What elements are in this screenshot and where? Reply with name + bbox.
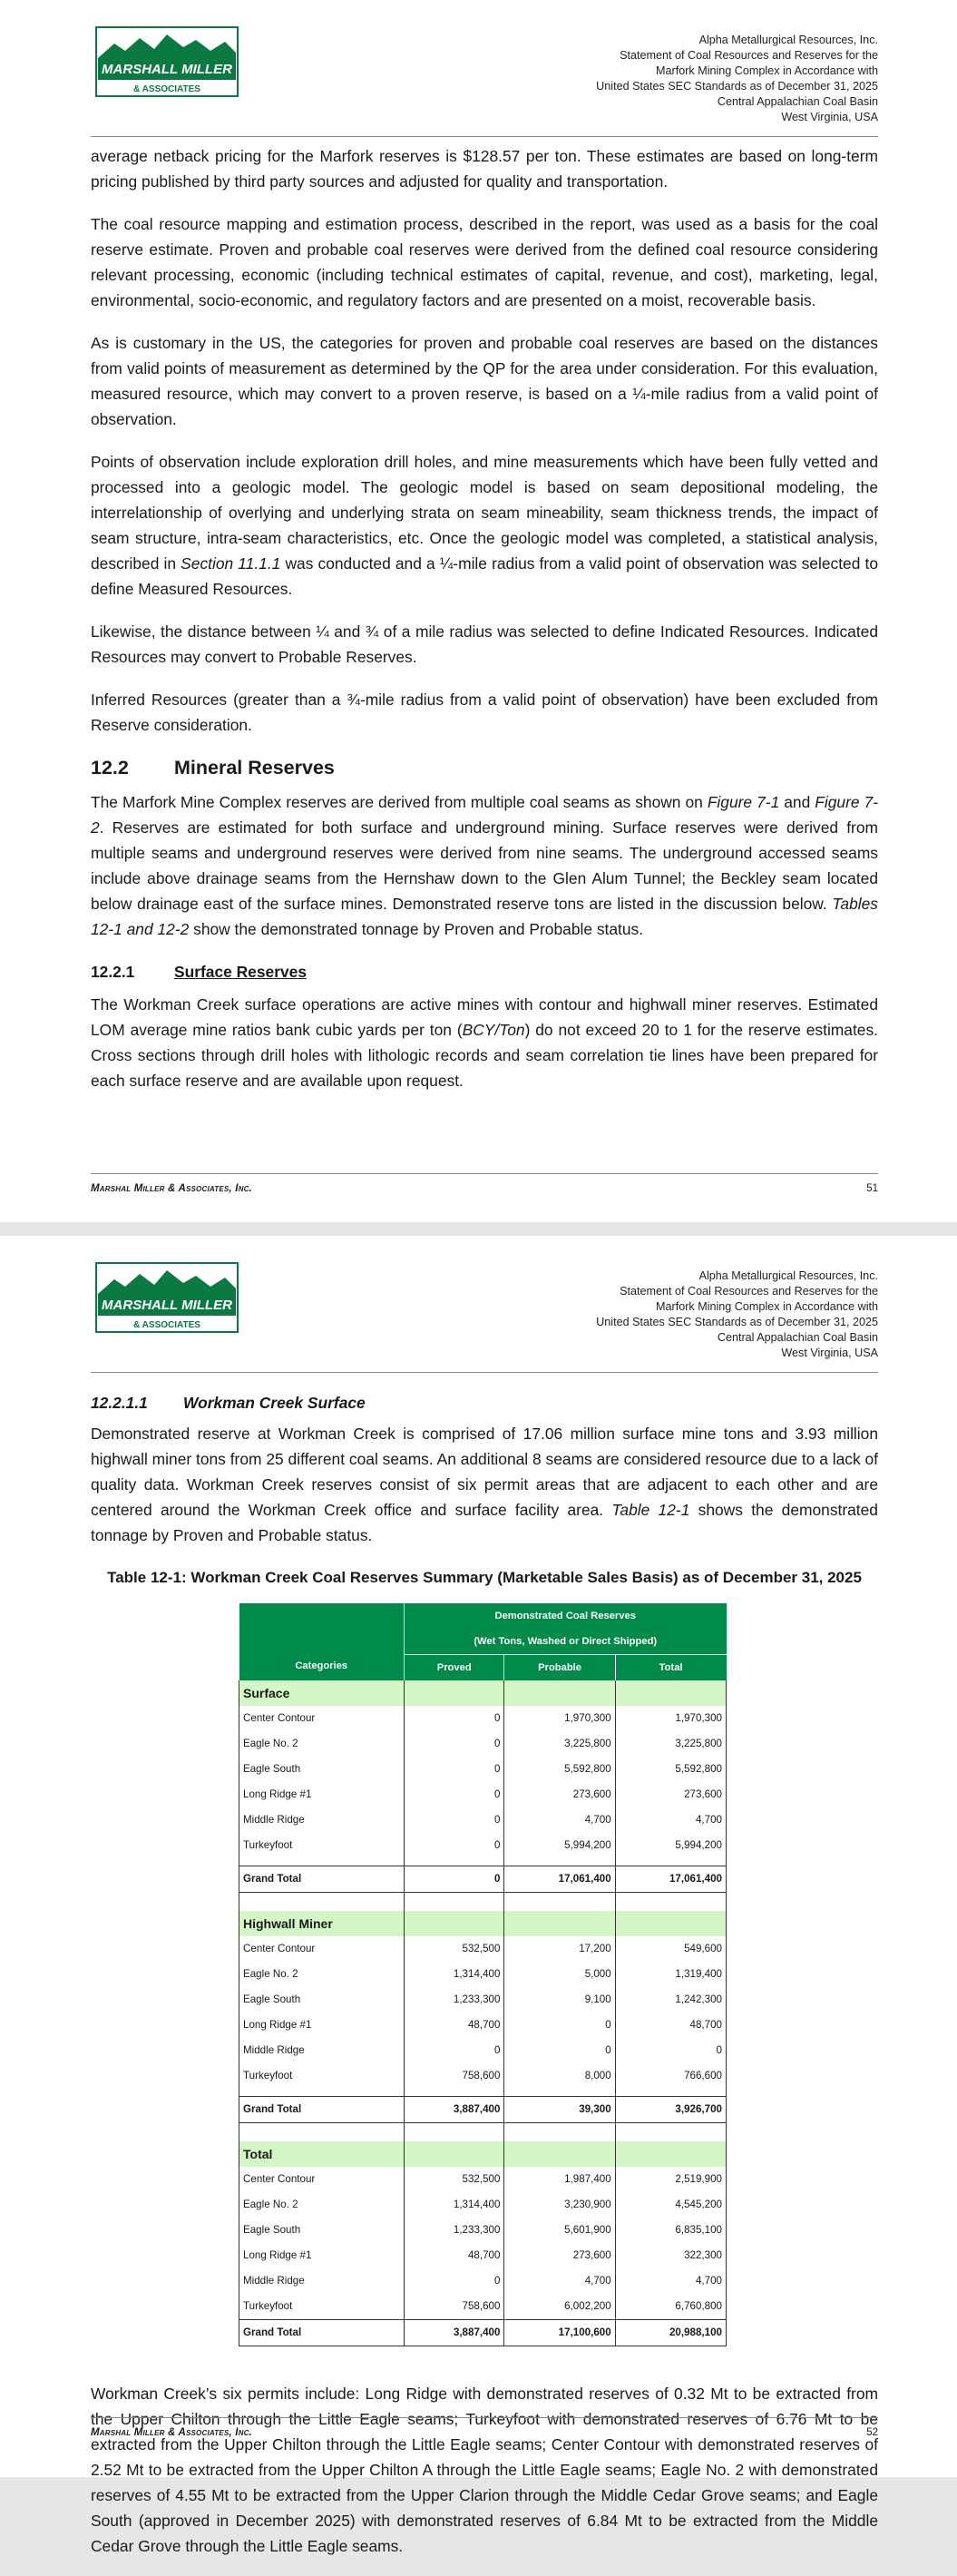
subsubsection-heading: 12.2.1.1 Workman Creek Surface	[91, 1394, 366, 1412]
table-row: Turkeyfoot 758,600 8,000 766,600	[239, 2063, 727, 2089]
logo-text-1: MARSHALL MILLER	[102, 1298, 232, 1313]
page-footer	[91, 2427, 878, 2438]
page-52	[0, 1236, 957, 2555]
footer-rule	[91, 2417, 878, 2418]
paragraph: Points of observation include exploration drill holes, and mine measurements which have been fully vetted and processed into a geologic model. The geologic model is based on seam depositional modeling, the interrelationship of overlying and underlying strata on seam mineability, seam thickness trends, the impact of seam structure, intra-seam characteristics, etc. Once the geologic model was completed, a statistical analysis, described in Section 11.1.1 was conducted and a ¼-mile radius from a valid point of observation was selected to define Measured Resources.	[91, 453, 878, 598]
table-total-row: Grand Total 0 17,061,400 17,061,400	[239, 1866, 727, 1893]
table-row: Center Contour 0 1,970,300 1,970,300	[239, 1706, 727, 1731]
paragraph: Demonstrated reserve at Workman Creek is comprised of 17.06 million surface mine tons and 3.93 million highwall miner tons from 25 different coal seams. An additional 8 seams are considered resource due to a lack of quality data. Workman Creek reserves consist of six permit areas that are adjacent to each other and are centered around the Workman Creek office and surface facility area. Table 12-1 shows the demonstrated tonnage by Proven and Probable status.	[91, 1425, 878, 1544]
logo-text-2: & ASSOCIATES	[133, 1320, 200, 1330]
table-row: Eagle No. 2 1,314,400 5,000 1,319,400	[239, 1962, 727, 1987]
table-row: Long Ridge #1 0 273,600 273,600	[239, 1782, 727, 1807]
section-ref: Section 11.1.1	[181, 554, 281, 573]
table-row: Middle Ridge 0 0 0	[239, 2038, 727, 2063]
table-row: Turkeyfoot 0 5,994,200 5,994,200	[239, 1833, 727, 1858]
reserves-table	[239, 1603, 727, 2346]
table-row: Center Contour 532,500 17,200 549,600	[239, 1936, 727, 1962]
table-row: Eagle South 0 5,592,800 5,592,800	[239, 1757, 727, 1782]
page-header	[91, 20, 878, 136]
col-total: Total	[615, 1655, 726, 1681]
mma-logo	[94, 25, 239, 98]
paragraph: The Marfork Mine Complex reserves are derived from multiple coal seams as shown on Figure 7-1 and Figure 7-2. Reserves are estimated for both surface and underground mining. Surface reserves were derived from multiple seams and underground reserves were derived from nine seams. The underground accessed seams include above drainage seams from the Hernshaw down to the Glen Alum Tunnel; the Beckley seam located below drainage east of the surface mines. Demonstrated reserve tons are listed in the discussion below. Tables 12-1 and 12-2 show the demonstrated tonnage by Proven and Probable status.	[91, 793, 879, 938]
page-body	[91, 1390, 878, 2576]
table-caption: Table 12-1: Workman Creek Coal Reserves Summary (Marketable Sales Basis) as of December 31, 2025	[107, 1569, 862, 1586]
table-row: Eagle No. 2 1,314,400 3,230,900 4,545,200	[239, 2192, 727, 2218]
logo-text-2: & ASSOCIATES	[133, 84, 200, 94]
paragraph: Workman Creek’s six permits include: Long Ridge with demonstrated reserves of 0.32 Mt to be extracted from the Upper Chilton through the Little Eagle seams; Turkeyfoot with demonstrated reserves of 6.76 Mt to be extracted from the Upper Chilton through the Little Eagle seams; Center Contour with demonstrated reserves of 2.52 Mt to be extracted from the Upper Chilton A through the Little Eagle seams; Eagle No. 2 with demonstrated reserves of 4.55 Mt to be extracted from the Upper Clarion through the Middle Cedar Grove seams; and Eagle South (approved in December 2025) with demonstrated reserves of 6.84 Mt to be extracted from the Middle Cedar Grove through the Little Eagle seams.	[91, 2385, 878, 2555]
table-row: Long Ridge #1 48,700 273,600 322,300	[239, 2243, 727, 2268]
table-row: Turkeyfoot 758,600 6,002,200 6,760,800	[239, 2294, 727, 2320]
table-row: Middle Ridge 0 4,700 4,700	[239, 2268, 727, 2294]
paragraph: The coal resource mapping and estimation process, described in the report, was used as a basis for the coal reserve estimate. Proven and probable coal reserves were derived from the defined coal resource considering relevant processing, economic (including technical estimates of capital, revenue, and cost), marketing, legal, environmental, socio-economic, and regulatory factors and are presented on a moist, recoverable basis.	[91, 215, 878, 309]
table-row: Eagle No. 2 0 3,225,800 3,225,800	[239, 1731, 727, 1757]
logo-text-1: MARSHALL MILLER	[102, 62, 232, 77]
table-group-header: Demonstrated Coal Reserves (Wet Tons, Washed or Direct Shipped)	[404, 1603, 726, 1655]
paragraph: Inferred Resources (greater than a ¾-mile radius from a valid point of observation) have been excluded from Reserve consideration.	[91, 691, 878, 734]
footer-rule	[91, 1173, 878, 1174]
table-group-row: Highwall Miner	[239, 1911, 727, 1936]
table-row: Eagle South 1,233,300 9,100 1,242,300	[239, 1987, 727, 2013]
col-proved: Proved	[404, 1655, 503, 1681]
page-number: 52	[866, 2427, 878, 2438]
header-text: Alpha Metallurgical Resources, Inc. Statement of Coal Resources and Reserves for the Marfork Mining Complex in Accordance with United States SEC Standards as of December 31, 2025 Central Appalachian Coal Basin West Virginia, USA	[596, 1269, 878, 1359]
footer-firm: Marshal Miller & Associates, Inc.	[91, 1183, 252, 1194]
paragraph: average netback pricing for the Marfork reserves is $128.57 per ton. These estimates are based on long-term pricing published by third party sources and adjusted for quality and transportation.	[91, 147, 878, 191]
page-51	[0, 0, 957, 1222]
table-total-row: Grand Total 3,887,400 39,300 3,926,700	[239, 2097, 727, 2123]
page-footer	[91, 1183, 878, 1194]
subsection-heading: 12.2.1 Surface Reserves	[91, 963, 307, 981]
table-group-row: Total	[239, 2141, 727, 2167]
table-row: Middle Ridge 0 4,700 4,700	[239, 1807, 727, 1833]
header-rule	[91, 136, 878, 137]
col-categories: Categories	[239, 1603, 405, 1680]
page-number: 51	[866, 1183, 878, 1194]
header-text: Alpha Metallurgical Resources, Inc. Statement of Coal Resources and Reserves for the Marfork Mining Complex in Accordance with United States SEC Standards as of December 31, 2025 Central Appalachian Coal Basin West Virginia, USA	[596, 34, 878, 123]
col-probable: Probable	[504, 1655, 615, 1681]
header-rule	[91, 1372, 878, 1373]
paragraph: The Workman Creek surface operations are active mines with contour and highwall miner reserves. Estimated LOM average mine ratios bank cubic yards per ton (BCY/Ton) do not exceed 20 to 1 for the reserve estimates. Cross sections through drill holes with lithologic records and seam correlation tie lines have been prepared for each surface reserve and are available upon request.	[91, 995, 878, 1090]
table-row: Long Ridge #1 48,700 0 48,700	[239, 2013, 727, 2038]
table-total-row: Grand Total 3,887,400 17,100,600 20,988,100	[239, 2320, 727, 2346]
mma-logo	[94, 1261, 239, 1334]
page-header	[91, 1256, 878, 1372]
footer-firm: Marshal Miller & Associates, Inc.	[91, 2427, 252, 2438]
table-group-row: Surface	[239, 1680, 727, 1706]
paragraph: Likewise, the distance between ¼ and ¾ of a mile radius was selected to define Indicated Resources. Indicated Resources may convert to Probable Reserves.	[91, 622, 878, 666]
table-row: Center Contour 532,500 1,987,400 2,519,900	[239, 2167, 727, 2192]
page-body	[91, 143, 878, 1111]
table-row: Eagle South 1,233,300 5,601,900 6,835,100	[239, 2218, 727, 2243]
paragraph: As is customary in the US, the categories for proven and probable coal reserves are based on the distances from valid points of measurement as determined by the QP for the area under consideration. For this evaluation, measured resource, which may convert to a proven reserve, is based on a ¼-mile radius from a valid point of observation.	[91, 334, 878, 428]
section-heading: 12.2 Mineral Reserves	[91, 757, 335, 779]
